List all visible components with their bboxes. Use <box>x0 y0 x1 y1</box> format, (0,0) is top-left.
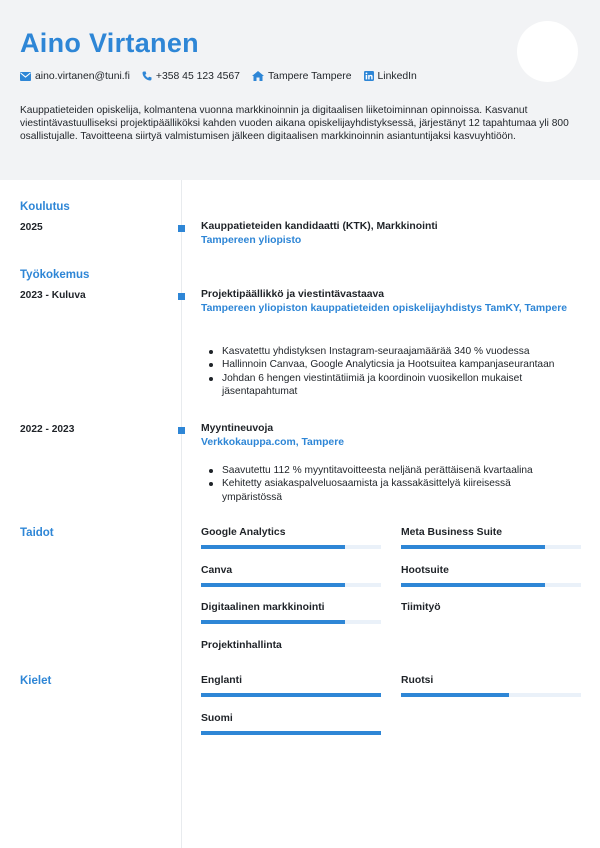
language-item <box>401 674 581 697</box>
skill-name: Meta Business Suite <box>401 527 503 538</box>
skill-name: Google Analytics <box>201 527 286 538</box>
skill-item <box>201 639 381 653</box>
language-bar <box>201 693 381 697</box>
experience-role: Projektipäällikkö ja viestintävastaava <box>201 289 385 300</box>
phone-text: +358 45 123 4567 <box>155 70 240 82</box>
skill-bar-fill <box>401 583 545 587</box>
list-item: Kasvatettu yhdistyksen Instagram-seuraajamäärää 340 % vuodessa <box>201 345 571 358</box>
skill-item <box>401 564 581 587</box>
experience-date: 2023 - Kuluva <box>20 290 86 301</box>
list-item: Hallinnoin Canvaa, Google Analyticsia ja Hootsuitea kampanjaseurantaan <box>201 358 571 371</box>
skill-bar-fill <box>201 583 345 587</box>
skill-bar-fill <box>201 620 345 624</box>
contact-phone[interactable] <box>142 71 240 82</box>
experience-company: Tampereen yliopiston kauppatieteiden opiskelijayhdistys TamKY, Tampere <box>201 303 568 314</box>
language-item <box>201 712 381 735</box>
timeline-marker <box>178 225 185 232</box>
skill-bar <box>401 545 581 549</box>
language-bar-fill <box>201 693 381 697</box>
home-icon <box>252 71 264 81</box>
experience-bullets <box>201 345 571 399</box>
education-heading: Koulutus <box>20 201 70 213</box>
timeline-divider <box>181 180 182 848</box>
location-text: Tampere Tampere <box>267 70 352 82</box>
list-item: Johdan 6 hengen viestintätiimiä ja koordinoin vuosikellon mukaiset jäsentapahtumat <box>201 372 571 399</box>
phone-icon <box>142 71 152 81</box>
skills-heading: Taidot <box>20 527 54 539</box>
skill-name: Canva <box>201 565 233 576</box>
list-item: Kehitetty asiakaspalveluosaamista ja kassakäsittelyä kiireisessä ympäristössä <box>201 477 571 504</box>
skill-bar <box>201 620 381 624</box>
language-name: Englanti <box>201 675 242 686</box>
skill-name: Projektinhallinta <box>201 640 282 651</box>
skill-item <box>201 564 381 587</box>
skill-name: Hootsuite <box>401 565 449 576</box>
skill-item <box>201 526 381 549</box>
experience-date: 2022 - 2023 <box>20 424 75 435</box>
skill-name: Digitaalinen markkinointi <box>201 602 325 613</box>
email-text: aino.virtanen@tuni.fi <box>35 70 130 82</box>
experience-bullets <box>201 464 571 504</box>
envelope-icon <box>20 72 31 81</box>
skill-item <box>401 526 581 549</box>
experience-heading: Työkokemus <box>20 269 90 281</box>
language-name: Ruotsi <box>401 675 434 686</box>
contact-linkedin[interactable] <box>364 71 417 82</box>
contact-email[interactable] <box>20 71 130 82</box>
language-item <box>201 674 381 697</box>
skill-bar <box>201 545 381 549</box>
language-bar <box>201 731 381 735</box>
timeline-marker <box>178 293 185 300</box>
profile-photo <box>517 21 578 82</box>
experience-role: Myyntineuvoja <box>201 423 274 434</box>
skill-bar-fill <box>201 545 345 549</box>
header <box>0 0 600 180</box>
languages-heading: Kielet <box>20 675 52 687</box>
contact-row <box>20 69 429 83</box>
skill-item <box>201 601 381 624</box>
contact-location <box>252 71 352 82</box>
linkedin-text: LinkedIn <box>377 70 417 82</box>
language-bar-fill <box>401 693 509 697</box>
language-name: Suomi <box>201 713 233 724</box>
skill-bar <box>401 583 581 587</box>
language-bar <box>401 693 581 697</box>
language-bar-fill <box>201 731 381 735</box>
list-item: Saavutettu 112 % myyntitavoitteesta neljänä perättäisenä kvartaalina <box>201 464 571 477</box>
education-degree: Kauppatieteiden kandidaatti (KTK), Markkinointi <box>201 221 438 232</box>
education-date: 2025 <box>20 222 43 233</box>
skill-bar-fill <box>401 545 545 549</box>
experience-company: Verkkokauppa.com, Tampere <box>201 437 345 448</box>
education-school: Tampereen yliopisto <box>201 235 302 246</box>
candidate-name: Aino Virtanen <box>20 28 199 58</box>
profile-summary: Kauppatieteiden opiskelija, kolmantena vuonna markkinoinnin ja digitaalisen liiketoiminnan opinnoissa. Kasvanut viestintävastuulliseksi projektipäälliköksi kahden vuoden aikana opiskelijayhdistyksessä, järjestänyt 12 tapahtumaa yli 800 osallistujalle. Tavoitteena siirtyä valmistumisen jälkeen digitaalisen markkinoinnin asiantuntijaksi kasvuyhtiöön. <box>20 105 569 143</box>
linkedin-icon <box>364 71 374 81</box>
timeline-marker <box>178 427 185 434</box>
skill-item <box>401 601 581 615</box>
skill-bar <box>201 583 381 587</box>
skill-name: Tiimityö <box>401 602 441 613</box>
